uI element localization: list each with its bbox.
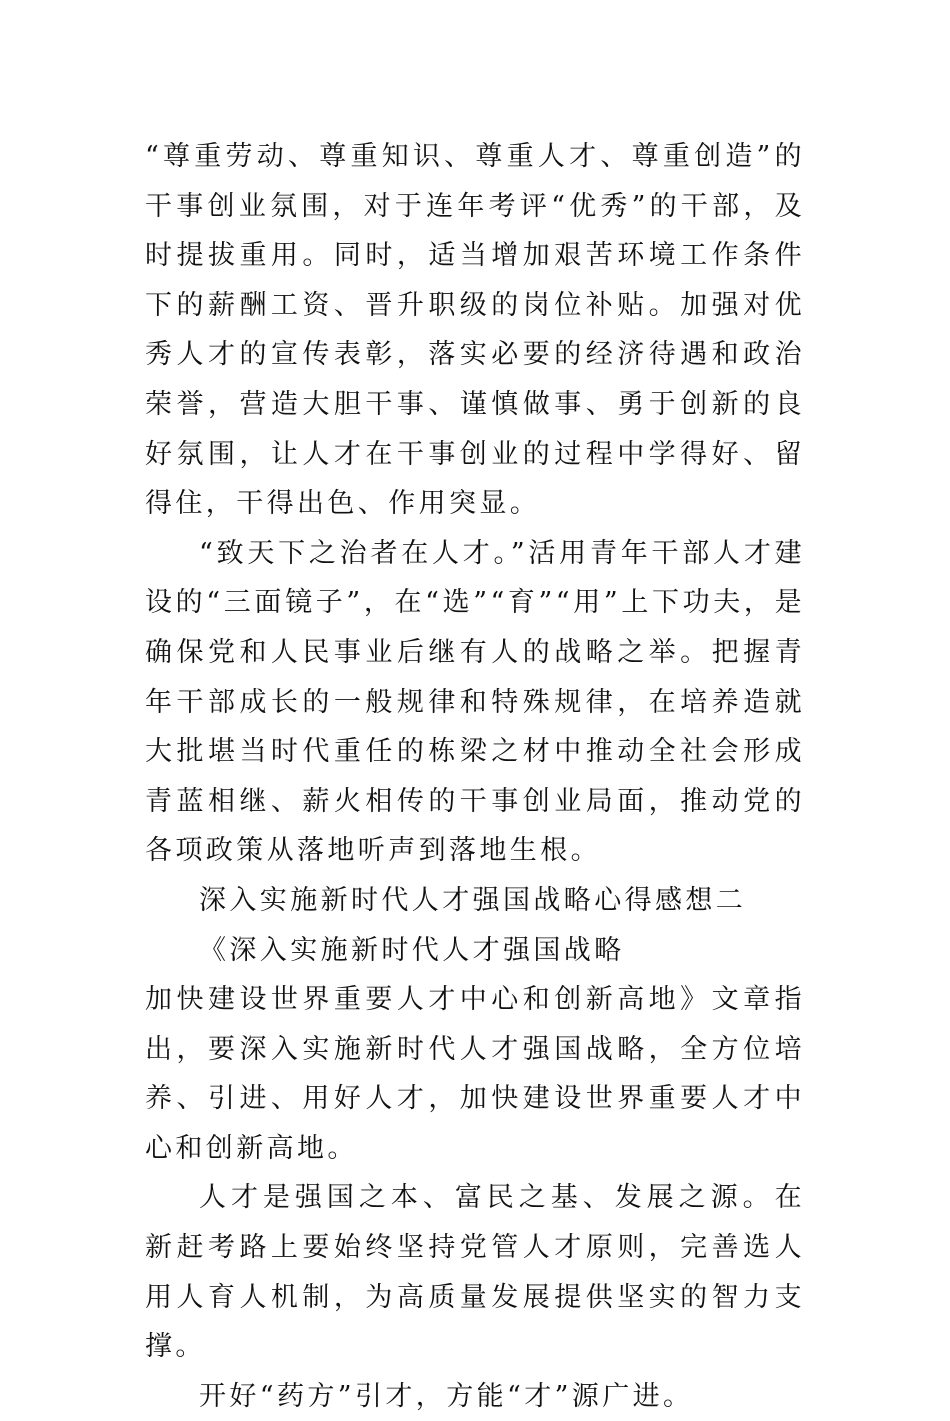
- paragraph-article-continuation: 加快建设世界重要人才中心和创新高地》文章指出，要深入实施新时代人才强国战略，全方位培养、引进、用好人才，加快建设世界重要人才中心和创新高地。: [145, 984, 805, 1164]
- paragraph-talent-foundation: 人才是强国之本、富民之基、发展之源。在新赶考路上要始终坚持党管人才原则，完善选人用人育人机制，为高质量发展提供坚实的智力支撑。: [145, 1182, 805, 1363]
- paragraph-2: “致天下之治者在人才。”活用青年干部人才建设的“三面镜子”，在“选”“育”“用”上下功夫，是确保党和人民事业后继有人的战略之举。把握青年干部成长的一般规律和特殊规律，在培养造就大批堪当时代重任的栋梁之材中推动全社会形成青蓝相继、薪火相传的干事创业局面，推动党的各项政策从落地听声到落地生根。: [145, 537, 805, 867]
- paragraph-recruit-talent: 开好“药方”引才，方能“才”源广进。: [199, 1380, 694, 1412]
- paragraph-1: “尊重劳动、尊重知识、尊重人才、尊重创造”的干事创业氛围，对于连年考评“优秀”的干部，及时提拔重用。同时，适当增加艰苦环境工作条件下的薪酬工资、晋升职级的岗位补贴。加强对优秀人才的宣传表彰，落实必要的经济待遇和政治荣誉，营造大胆干事、谨慎做事、勇于创新的良好氛围，让人才在干事创业的过程中学得好、留得住，干得出色、作用突显。: [145, 141, 805, 520]
- section-heading: 深入实施新时代人才强国战略心得感想二: [199, 884, 747, 916]
- paragraph-article-title: 《深入实施新时代人才强国战略: [199, 934, 625, 966]
- document-body: [145, 132, 805, 1421]
